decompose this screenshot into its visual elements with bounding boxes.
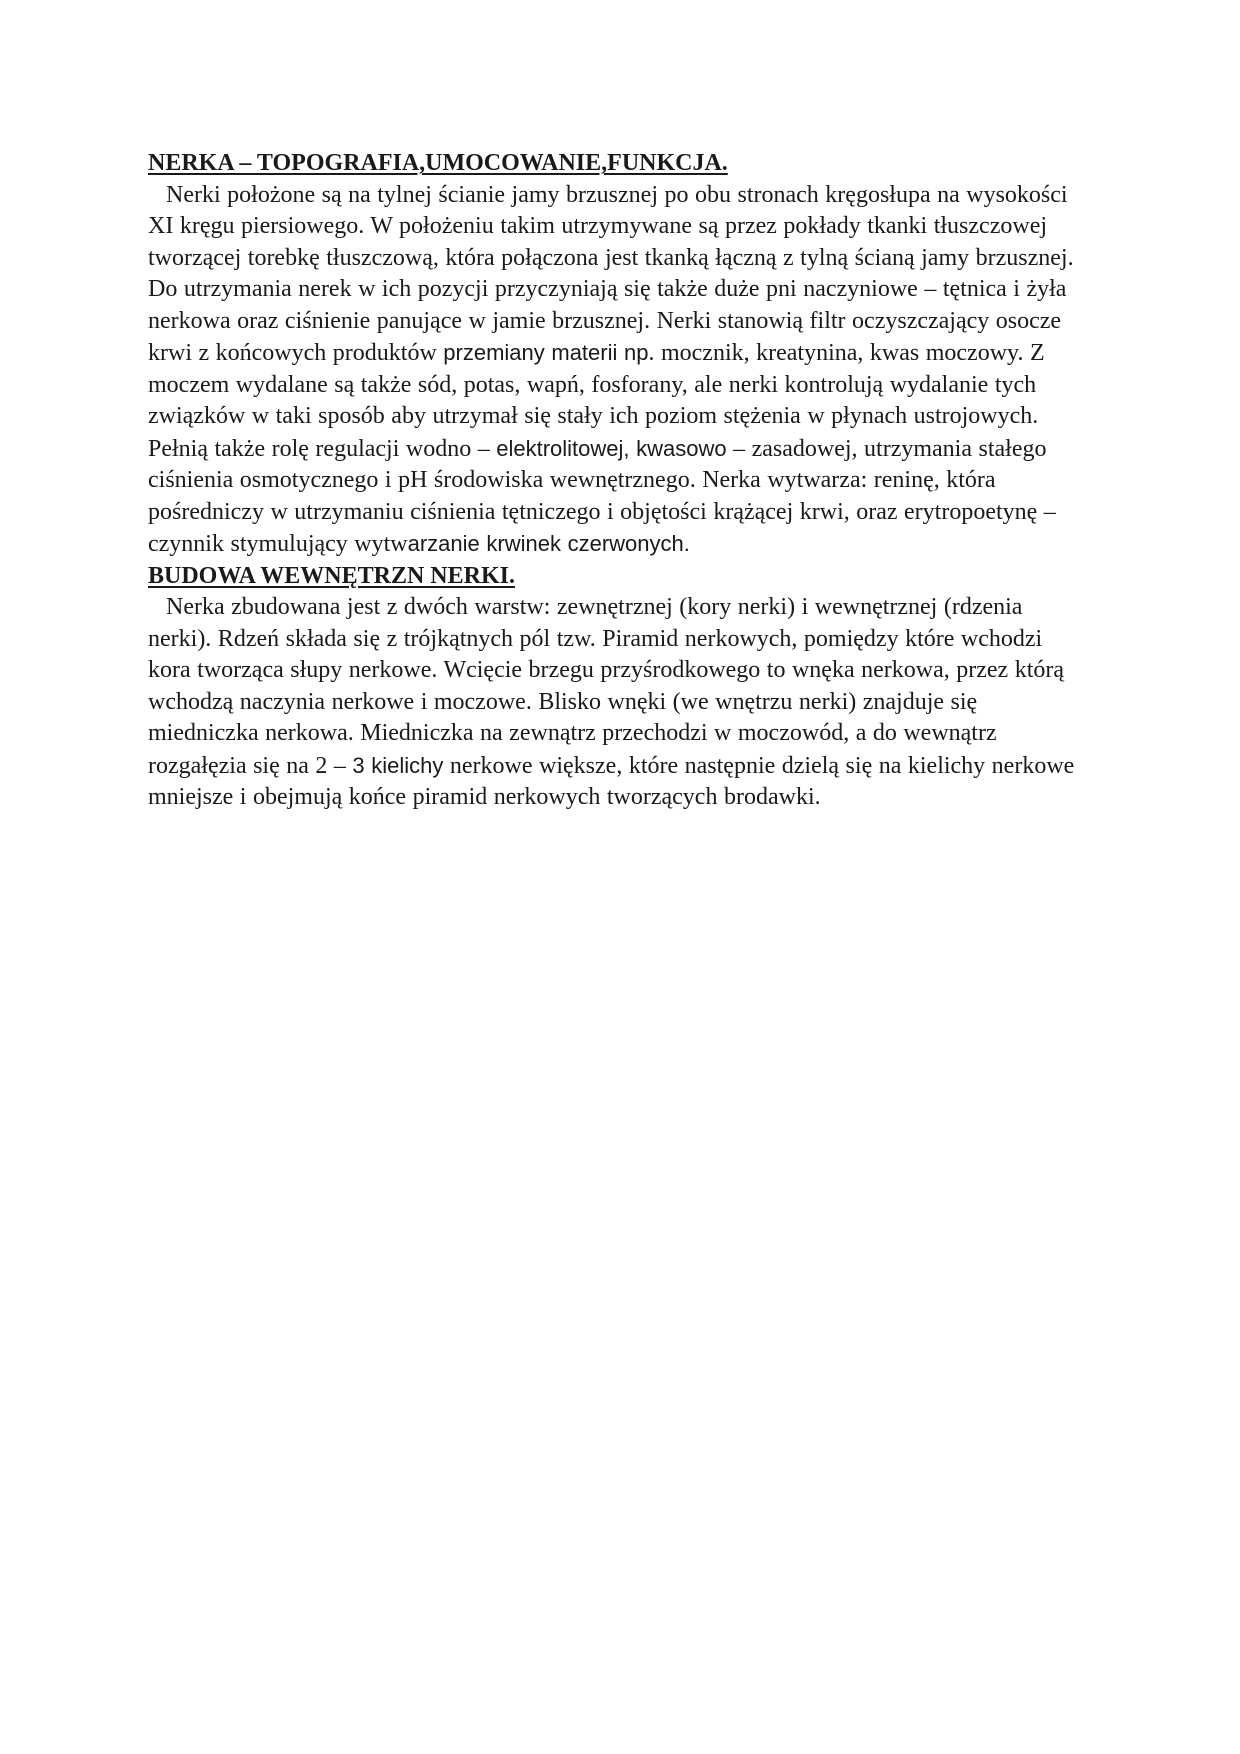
document-body xyxy=(148,148,1088,814)
text-run: nerkowe większe, które następnie dzielą się na kielichy nerkowe mniejsze i obejmują końce piramid nerkowych tworzących brodawki. xyxy=(148,752,1075,810)
text-run: . mocznik, kreatynina, kwas moczowy. Z moczem wydalane są także sód, potas, wapń, fosforany, ale nerki kontrolują wydalanie tych związków w taki sposób aby utrzymał się stały ich poziom stężenia w płynach ustrojowych. Pełnią także rolę regulacji wodno – xyxy=(148,340,1045,462)
text-run-sans: przemiany materii np xyxy=(443,340,649,365)
section-paragraph-topography xyxy=(148,180,1088,561)
text-run: Nerki położone są na tylnej ścianie jamy brzusznej po obu stronach kręgosłupa na wysokości XI kręgu piersiowego. W położeniu takim utrzymywane są przez pokłady tkanki tłuszczowej tworzącej torebkę tłuszczową, która połączona jest tkanką łączną z tylną ścianą jamy brzusznej. Do utrzymania nerek w ich pozycji przyczyniają się także duże pni naczyniowe – tętnica i żyła nerkowa oraz ciśnienie panujące w jamie brzusznej. Nerki stanowią filtr oczyszczający osocze krwi z końcowych produktów xyxy=(148,181,1074,366)
section-paragraph-structure xyxy=(148,592,1088,814)
text-run-sans: arzanie krwinek czerwonych. xyxy=(407,531,690,556)
text-run-sans: 3 kielichy xyxy=(352,752,444,778)
section-heading-structure: BUDOWA WEWNĘTRZN NERKI. xyxy=(148,562,515,589)
text-run: – zasadowej, utrzymania stałego ciśnienia osmotycznego i pH środowiska wewnętrznego. Nerka wytwarza: reninę, która pośredniczy w utrzymaniu ciśnienia tętniczego i objętości krążącej krwi, oraz erytropoetynę – czynnik stymulujący wytw xyxy=(148,435,1056,557)
section-heading-topography: NERKA – TOPOGRAFIA,UMOCOWANIE,FUNKCJA. xyxy=(148,150,728,176)
text-run: Nerka zbudowana jest z dwóch warstw: zewnętrznej (kory nerki) i wewnętrznej (rdzenia nerki). Rdzeń składa się z trójkątnych pól tzw. Piramid nerkowych, pomiędzy które wchodzi kora tworząca słupy nerkowe. Wcięcie brzegu przyśrodkowego to wnęka nerkowa, przez którą wchodzą naczynia nerkowe i moczowe. Blisko wnęki (we wnętrzu nerki) znajduje się miedniczka nerkowa. Miedniczka na zewnątrz przechodzi w moczowód, a do wewnątrz rozgałęzia się na 2 – xyxy=(148,594,1064,779)
text-run-sans: elektrolitowej, kwasowo xyxy=(496,435,727,461)
